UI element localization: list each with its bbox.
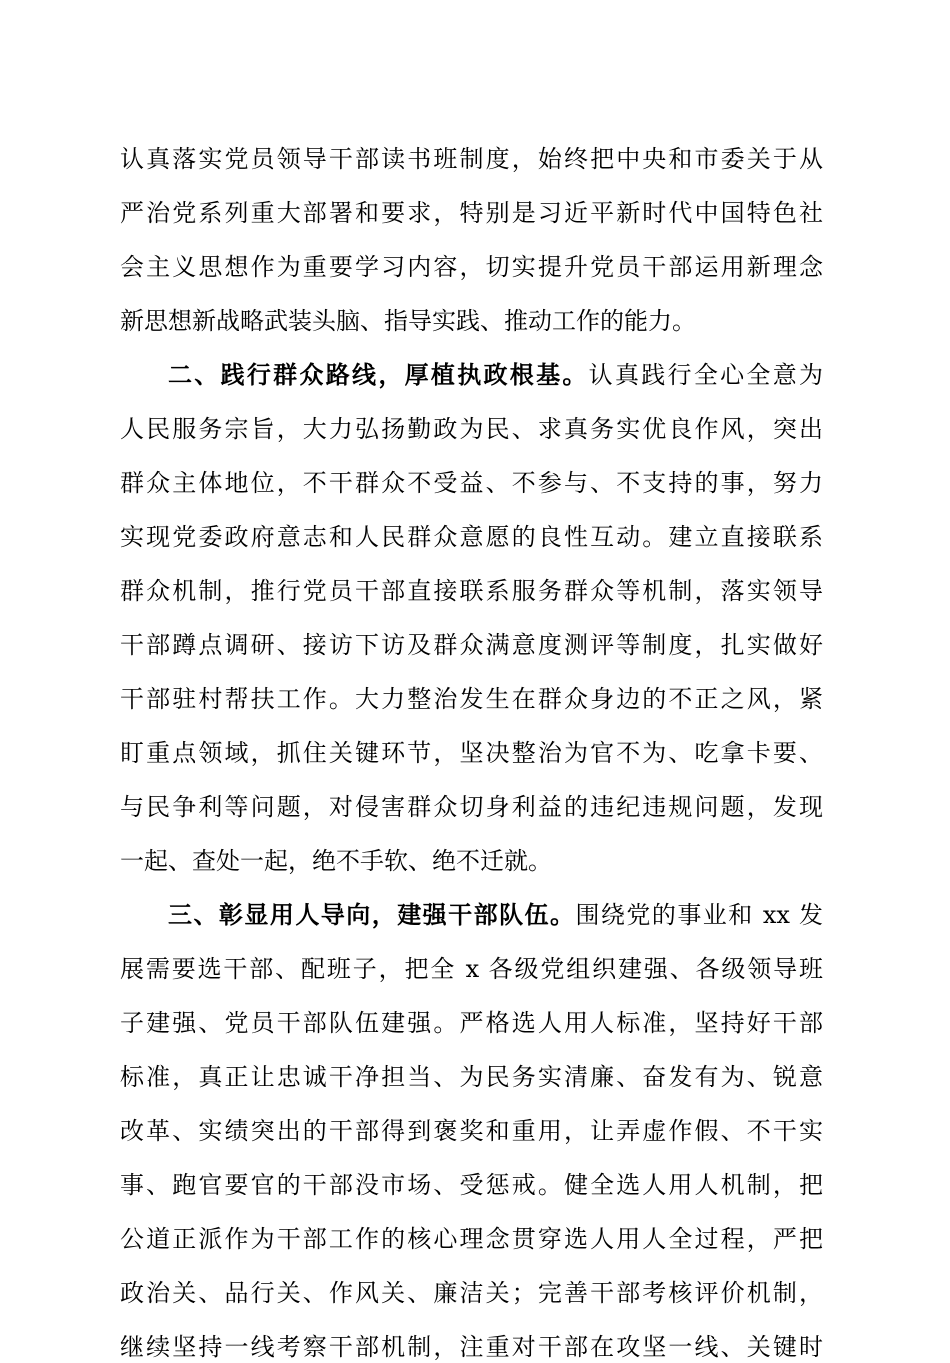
- paragraph-line: 群众主体地位，不干群众不受益、不参与、不支持的事，努力: [120, 469, 823, 497]
- paragraph-line: 事、跑官要官的干部没市场、受惩戒。健全选人用人机制，把: [120, 1171, 823, 1199]
- paragraph-line: 会主义思想作为重要学习内容，切实提升党员干部运用新理念: [120, 253, 823, 281]
- section-3-first-line: [168, 899, 823, 931]
- paragraph-line: 与民争利等问题，对侵害群众切身利益的违纪违规问题，发现: [120, 793, 823, 821]
- section-3-first-line-text: 围绕党的事业和 xx 发: [575, 901, 823, 929]
- paragraph-line: 新思想新战略武装头脑、指导实践、推动工作的能力。: [120, 307, 696, 335]
- paragraph-line: 继续坚持一线考察干部机制，注重对干部在攻坚一线、关键时: [120, 1333, 823, 1361]
- section-2-heading: 二、践行群众路线，厚植执政根基。: [168, 361, 589, 389]
- paragraph-line: 展需要选干部、配班子，把全 x 各级党组织建强、各级领导班: [120, 955, 823, 983]
- paragraph-line: 改革、实绩突出的干部得到褒奖和重用，让弄虚作假、不干实: [120, 1117, 823, 1145]
- paragraph-line: 干部驻村帮扶工作。大力整治发生在群众身边的不正之风，紧: [120, 685, 823, 713]
- paragraph-line: 盯重点领域，抓住关键环节，坚决整治为官不为、吃拿卡要、: [120, 739, 823, 767]
- paragraph-line: 标准，真正让忠诚干净担当、为民务实清廉、奋发有为、锐意: [120, 1063, 823, 1091]
- paragraph-line: 政治关、品行关、作风关、廉洁关；完善干部考核评价机制，: [120, 1279, 823, 1307]
- paragraph-line: 认真落实党员领导干部读书班制度，始终把中央和市委关于从: [120, 145, 823, 173]
- paragraph-line: 一起、查处一起，绝不手软、绝不迁就。: [120, 847, 552, 875]
- paragraph-line: 实现党委政府意志和人民群众意愿的良性互动。建立直接联系: [120, 523, 823, 551]
- section-3-heading: 三、彰显用人导向，建强干部队伍。: [168, 901, 576, 929]
- paragraph-line: 子建强、党员干部队伍建强。严格选人用人标准，坚持好干部: [120, 1009, 823, 1037]
- paragraph-line: 群众机制，推行党员干部直接联系服务群众等机制，落实领导: [120, 577, 823, 605]
- paragraph-line: 干部蹲点调研、接访下访及群众满意度测评等制度，扎实做好: [120, 631, 823, 659]
- section-2-first-line-text: 认真践行全心全意为: [588, 361, 824, 389]
- section-2-first-line: [168, 359, 823, 391]
- paragraph-line: 公道正派作为干部工作的核心理念贯穿选人用人全过程，严把: [120, 1225, 823, 1253]
- paragraph-line: 严治党系列重大部署和要求，特别是习近平新时代中国特色社: [120, 199, 823, 227]
- paragraph-line: 人民服务宗旨，大力弘扬勤政为民、求真务实优良作风，突出: [120, 415, 823, 443]
